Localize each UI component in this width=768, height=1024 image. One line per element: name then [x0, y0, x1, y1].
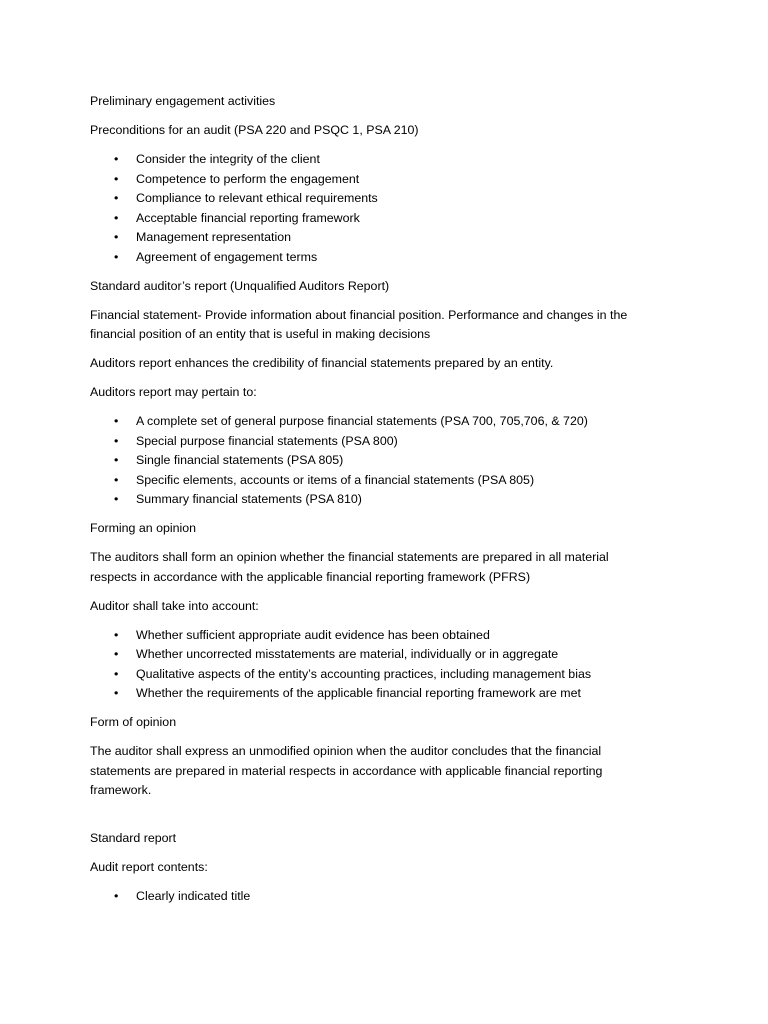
bullet-icon: • [114, 433, 119, 448]
pertain-list [90, 412, 650, 510]
bullet-icon: • [114, 666, 119, 681]
bullet-icon: • [114, 414, 119, 428]
list-item: • Competence to perform the engagement [90, 170, 650, 190]
list-item: • Management representation [90, 228, 650, 248]
paragraph-form-of-opinion: The auditor shall express an unmodified opinion when the auditor concludes that the financial statements are prepared in material respects in accordance with applicable financial reporting framework. [90, 744, 603, 797]
list-item: • Agreement of engagement terms [90, 248, 650, 268]
list-item: • Whether sufficient appropriate audit evidence has been obtained [90, 626, 650, 646]
paragraph-credibility: Auditors report enhances the credibility of financial statements prepared by an entity. [90, 356, 554, 370]
paragraph-financial-statement: Financial statement- Provide information about financial position. Performance and changes in the financial position of an entity that is useful in making decisions [90, 307, 628, 341]
bullet-icon: • [114, 210, 119, 225]
heading-forming-opinion: Forming an opinion [90, 521, 197, 535]
bullet-icon: • [114, 627, 119, 642]
list-item: • Consider the integrity of the client [90, 150, 650, 170]
bullet-icon: • [114, 472, 119, 487]
list-item: • Acceptable financial reporting framework [90, 209, 650, 229]
take-into-account-list [90, 626, 650, 704]
bullet-icon: • [114, 492, 119, 506]
heading-report-contents: Audit report contents: [90, 860, 208, 874]
bullet-icon: • [114, 152, 119, 166]
heading-preliminary-activities: Preliminary engagement activities [90, 94, 276, 108]
bullet-icon: • [114, 171, 119, 186]
heading-preconditions: Preconditions for an audit (PSA 220 and PSQC 1, PSA 210) [90, 123, 419, 137]
document-body [90, 92, 650, 916]
heading-standard-report: Standard report [90, 831, 177, 845]
list-item: • Whether uncorrected misstatements are material, individually or in aggregate [90, 645, 650, 665]
bullet-icon: • [114, 686, 119, 700]
list-item: • Summary financial statements (PSA 810) [90, 490, 650, 510]
bullet-icon: • [114, 647, 119, 661]
bullet-icon: • [114, 249, 119, 264]
bullet-icon: • [114, 230, 119, 244]
bullet-icon: • [114, 453, 119, 467]
report-contents-list [90, 887, 650, 907]
bullet-icon: • [114, 191, 119, 205]
list-item: • Whether the requirements of the applicable financial reporting framework are met [90, 684, 650, 704]
preconditions-list [90, 150, 650, 267]
paragraph-forming-opinion: The auditors shall form an opinion whether the financial statements are prepared in all material respects in accordance with the applicable financial reporting framework (PFRS) [90, 550, 609, 584]
list-item: • Compliance to relevant ethical requirements [90, 189, 650, 209]
heading-may-pertain: Auditors report may pertain to: [90, 385, 257, 399]
list-item: • Single financial statements (PSA 805) [90, 451, 650, 471]
list-item: • Specific elements, accounts or items of a financial statements (PSA 805) [90, 471, 650, 491]
heading-form-of-opinion: Form of opinion [90, 715, 177, 729]
bullet-icon: • [114, 889, 119, 903]
list-item: • Special purpose financial statements (PSA 800) [90, 432, 650, 452]
list-item: • Clearly indicated title [90, 887, 650, 907]
list-item: • A complete set of general purpose financial statements (PSA 700, 705,706, & 720) [90, 412, 650, 432]
spacer [90, 810, 650, 829]
heading-take-into-account: Auditor shall take into account: [90, 598, 259, 613]
heading-standard-auditors-report: Standard auditor’s report (Unqualified Auditors Report) [90, 278, 390, 293]
list-item: • Qualitative aspects of the entity’s accounting practices, including management bias [90, 665, 650, 685]
